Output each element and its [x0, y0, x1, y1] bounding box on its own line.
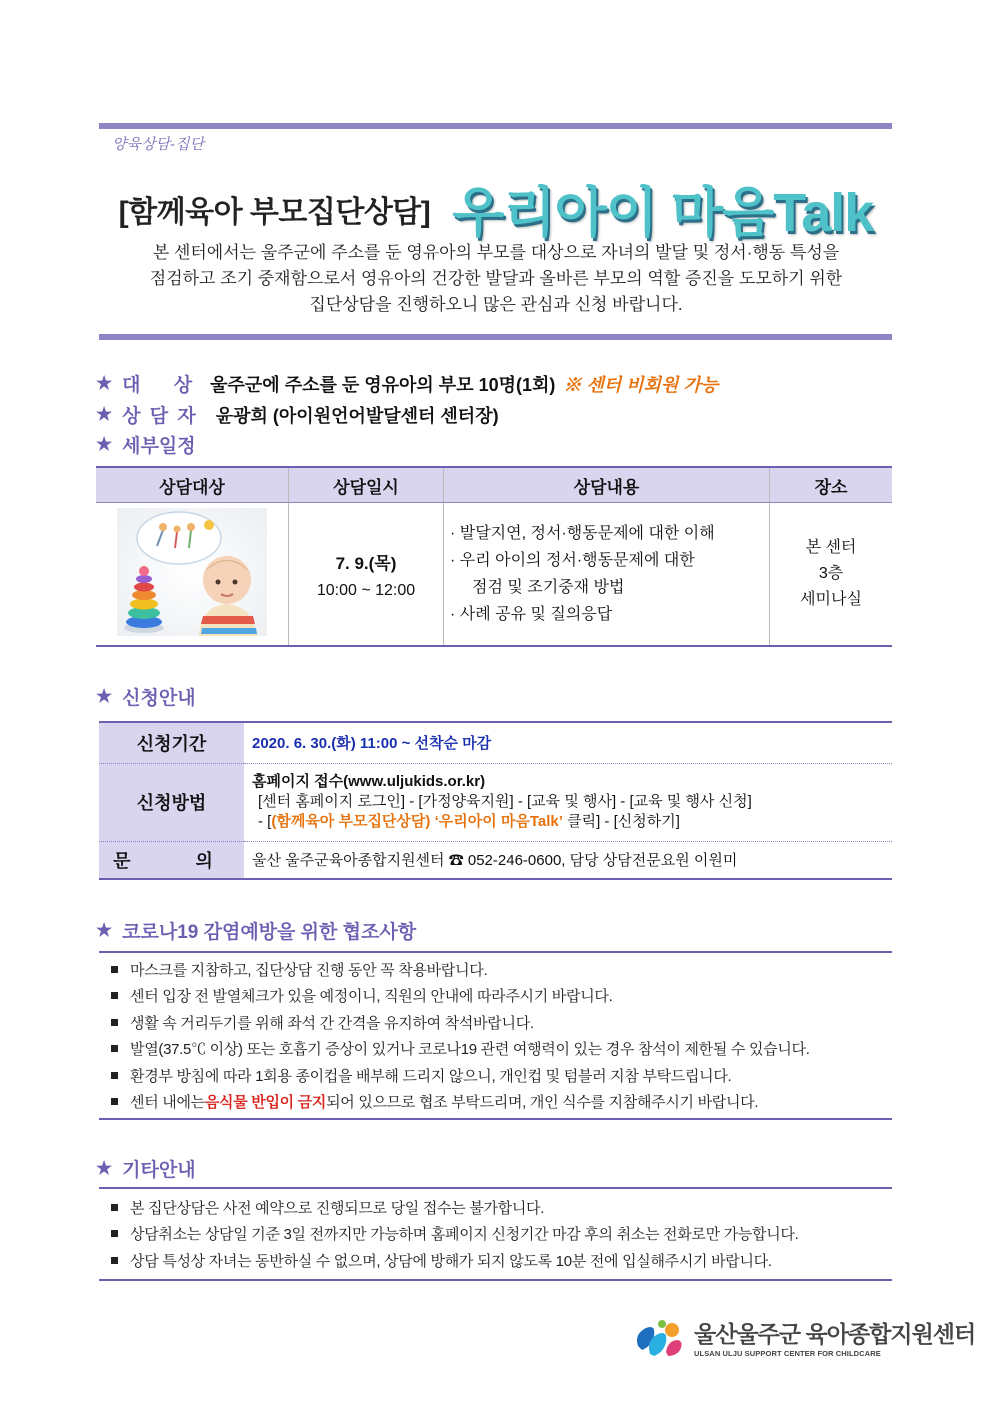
counselor-value: 윤광희 (아이원언어발달센터 센터장)	[215, 405, 499, 426]
schedule-label: 세부일정	[122, 436, 196, 457]
title-row	[0, 170, 992, 247]
target-note: ※ 센터 비회원 가능	[563, 374, 719, 395]
category-label: 양육상담-집단	[112, 135, 205, 153]
col-header: 상담대상	[96, 467, 289, 503]
intro-text	[105, 240, 887, 318]
content-item: · 우리 아이의 정서·행동문제에 대한	[450, 552, 695, 569]
contact-value: 울산 울주군육아종합지원센터 ☎ 052-246-0600, 담당 상담전문요원 이원미	[244, 841, 892, 879]
bullet-icon	[111, 1257, 118, 1264]
apply-label: 신청안내	[122, 688, 196, 709]
bullet-icon	[111, 1072, 118, 1079]
star-icon: ★	[96, 920, 113, 940]
target-row	[96, 370, 718, 397]
center-logo	[632, 1316, 975, 1358]
list-item-text: 발열(37.5℃ 이상) 또는 호흡기 증상이 있거나 코로나19 관련 여행력이 있는 경우 참석이 제한될 수 있습니다.	[130, 1041, 810, 1059]
schedule-time: 10:00 ~ 12:00	[316, 581, 416, 599]
list-item-text: 상담 특성상 자녀는 동반하실 수 없으며, 상담에 방해가 되지 않도록 10분 전에 입실해주시기 바랍니다.	[130, 1252, 772, 1270]
logo-english-name: ULSAN ULJU SUPPORT CENTER FOR CHILDCARE	[694, 1349, 881, 1358]
covid-heading	[96, 917, 416, 944]
method-line: 홈페이지 접수(www.uljukids.or.kr)	[252, 773, 486, 790]
list-item	[99, 1009, 892, 1036]
list-item	[99, 983, 892, 1010]
covid-list	[99, 951, 892, 1120]
star-icon: ★	[96, 434, 113, 454]
list-item-text: 센터 내에는	[130, 1094, 205, 1112]
list-item-text: 되어 있으므로 협조 부탁드리며, 개인 식수를 지참해주시기 바랍니다.	[326, 1094, 759, 1112]
counselor-label: 상 담 자	[122, 406, 198, 427]
list-item-text: 상담취소는 상담일 기준 3일 전까지만 가능하며 홈페이지 신청기간 마감 후의 취소는 전화로만 가능합니다.	[130, 1226, 799, 1244]
table-row	[99, 763, 892, 841]
food-ban-highlight: 음식물 반입이 금지	[204, 1094, 327, 1112]
method-text: - [	[258, 813, 272, 830]
list-item	[99, 1194, 892, 1221]
method-cell	[244, 763, 892, 841]
date-cell	[289, 503, 444, 647]
program-highlight: (함께육아 부모집단상담) ‘우리아이 마음Talk’	[271, 813, 563, 830]
star-icon: ★	[96, 1158, 113, 1178]
star-icon: ★	[96, 404, 113, 424]
schedule-table	[96, 466, 892, 647]
list-item-text: 센터 입장 전 발열체크가 있을 예정이니, 직원의 안내에 따라주시기 바랍니다.	[130, 988, 613, 1006]
etc-heading	[96, 1155, 196, 1182]
title-sub: [함께육아 부모집단상담]	[118, 195, 431, 229]
table-row	[99, 841, 892, 879]
center-logo-icon	[632, 1316, 686, 1358]
col-header: 장소	[770, 467, 893, 503]
intro-line: 점검하고 조기 중재함으로서 영유아의 건강한 발달과 올바른 부모의 역할 증진을 도모하기 위한	[149, 269, 843, 288]
list-item	[99, 1089, 892, 1116]
covid-label: 코로나19 감염예방을 위한 협조사항	[122, 922, 417, 943]
list-item	[99, 1221, 892, 1248]
period-value: 2020. 6. 30.(화) 11:00 ~ 선착순 마감	[244, 722, 892, 763]
schedule-heading	[96, 431, 196, 458]
place-line: 3층	[818, 565, 844, 582]
counselor-row	[96, 401, 499, 428]
table-header-row	[96, 467, 892, 503]
list-item	[99, 1247, 892, 1274]
schedule-date: 7. 9.(목)	[335, 553, 397, 573]
bullet-icon	[111, 1204, 118, 1211]
content-item: · 사례 공유 및 질의응답	[450, 606, 613, 623]
top-divider	[99, 123, 892, 129]
place-line: 본 센터	[805, 539, 857, 556]
list-item-text: 본 집단상담은 사전 예약으로 진행되므로 당일 접수는 불가합니다.	[130, 1199, 545, 1217]
logo-korean-name: 울산울주군 육아종합지원센터	[694, 1321, 976, 1347]
list-item	[99, 1036, 892, 1063]
list-item	[99, 956, 892, 983]
bullet-icon	[111, 966, 118, 973]
bullet-icon	[111, 1045, 118, 1052]
period-label: 신청기간	[99, 722, 244, 763]
list-item-text: 생활 속 거리두기를 위해 좌석 간 간격을 유지하여 착석바랍니다.	[130, 1014, 534, 1032]
place-line: 세미나실	[800, 591, 862, 608]
bullet-icon	[111, 1019, 118, 1026]
bullet-icon	[111, 992, 118, 999]
apply-heading	[96, 683, 196, 710]
list-item-text: 환경부 방침에 따라 1회용 종이컵을 배부해 드리지 않으니, 개인컵 및 텀블러 지참 부탁드립니다.	[130, 1067, 732, 1085]
etc-label: 기타안내	[122, 1160, 196, 1181]
bullet-icon	[111, 1098, 118, 1105]
star-icon: ★	[96, 686, 113, 706]
target-image-cell	[96, 503, 289, 647]
etc-list	[99, 1187, 892, 1281]
intro-line: 본 센터에서는 울주군에 주소를 둔 영유아의 부모를 대상으로 자녀의 발달 및 정서·행동 특성을	[152, 243, 840, 262]
intro-line: 집단상담을 진행하오니 많은 관심과 신청 바랍니다.	[309, 295, 683, 314]
col-header: 상담일시	[289, 467, 444, 503]
method-line: [센터 홈페이지 로그인] - [가정양육지원] - [교육 및 행사] - [교육 및 행사 신청]	[258, 793, 752, 810]
bullet-icon	[111, 1230, 118, 1237]
list-item-text: 마스크를 지참하고, 집단상담 진행 동안 꼭 착용바랍니다.	[130, 961, 488, 979]
intro-divider	[99, 334, 892, 340]
content-item: · 발달지연, 정서·행동문제에 대한 이해	[450, 525, 715, 542]
content-item: 점검 및 조기중재 방법	[472, 579, 625, 596]
table-row	[99, 722, 892, 763]
method-text: 클릭] - [신청하기]	[562, 813, 680, 830]
target-label: 대 상	[122, 375, 207, 396]
target-value: 울주군에 주소를 둔 영유아의 부모 10명(1회)	[210, 374, 556, 395]
star-icon: ★	[96, 373, 113, 393]
page-title: 우리아이 마음Talk	[452, 183, 874, 243]
table-row	[96, 503, 892, 647]
child-with-toys-image	[117, 508, 267, 636]
place-cell	[770, 503, 893, 647]
contact-label: 문 의	[99, 841, 244, 879]
method-line	[252, 812, 891, 832]
content-cell	[444, 503, 770, 647]
col-header: 상담내용	[444, 467, 770, 503]
apply-table	[99, 721, 892, 880]
list-item	[99, 1062, 892, 1089]
method-label: 신청방법	[99, 763, 244, 841]
